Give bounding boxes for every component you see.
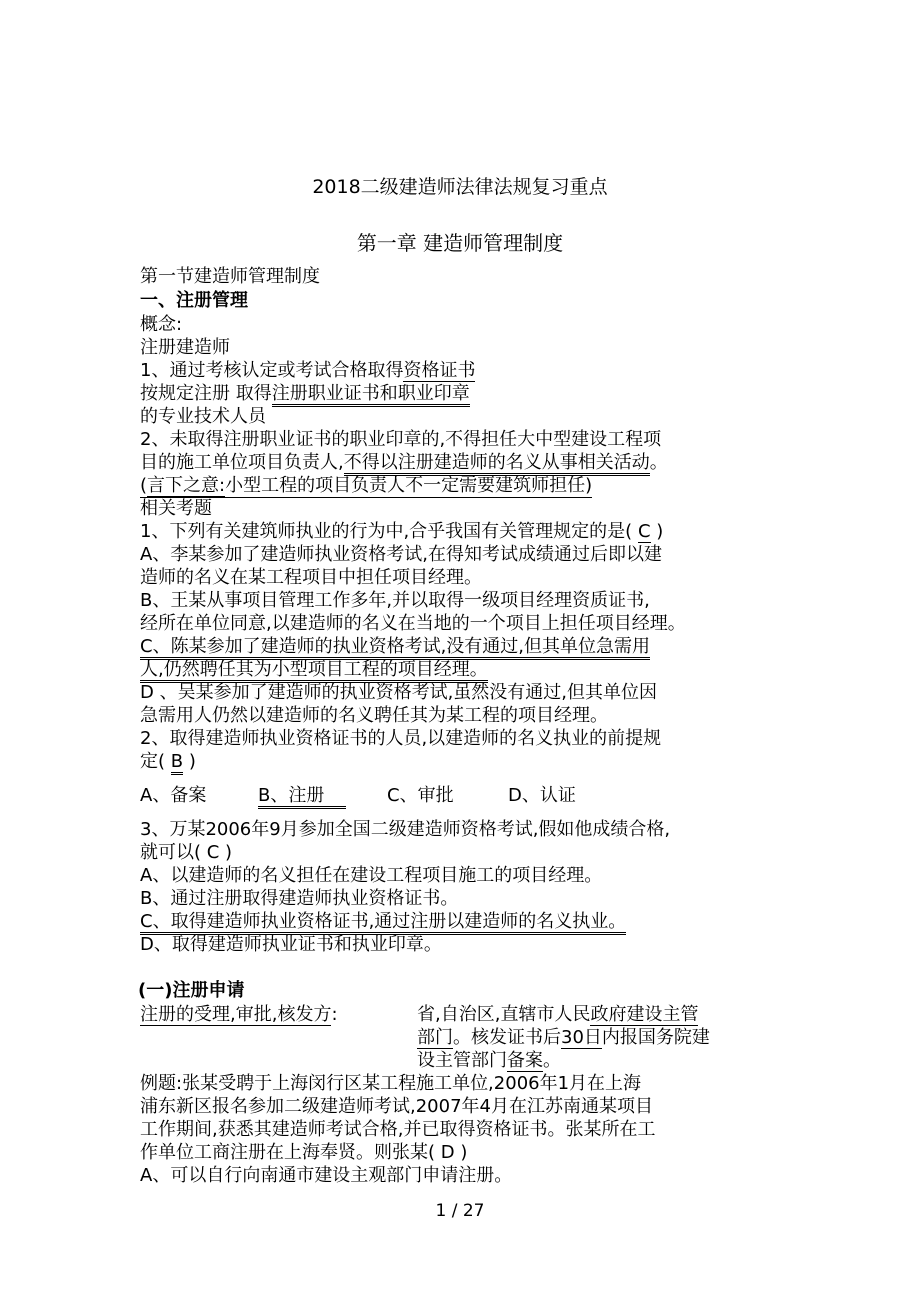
q2-option-a: A、备案 — [140, 785, 207, 806]
question-1: 1、下列有关建筑师执业的行为中,合乎我国有关管理规定的是( C ) — [140, 521, 664, 542]
q2-option-c: C、审批 — [387, 785, 454, 806]
example-option-a: A、可以自行向南通市建设主观部门申请注册。 — [140, 1165, 513, 1186]
chapter-title: 第一章 建造师管理制度 — [356, 231, 564, 255]
q1-option-d-line-1: D 、吴某参加了建造师的执业资格考试,虽然没有通过,但其单位因 — [140, 682, 658, 703]
question-3-line-2: 就可以( C ) — [140, 842, 233, 863]
questions-heading: 相关考题 — [140, 498, 212, 519]
page-number: 1 / 27 — [435, 1201, 485, 1221]
answer: B — [171, 751, 183, 775]
apply-heading: (一)注册申请 — [138, 980, 245, 1001]
apply-value-line-2: 部门。核发证书后30日内报国务院建 — [417, 1027, 710, 1048]
answer: C — [637, 521, 651, 542]
rule-line-1: 2、未取得注册职业证书的职业印章的,不得担任大中型建设工程项 — [140, 429, 662, 450]
q2-option-b: B、注册 — [258, 785, 366, 807]
question-3-line-1: 3、万某2006年9月参加全国二级建造师资格考试,假如他成绩合格, — [140, 819, 671, 840]
underlined-text: 注册职业证书和职业印章 — [272, 383, 470, 407]
document-title: 2018二级建造师法律法规复习重点 — [312, 176, 608, 198]
example-line-4: 作单位工商注册在上海奉贤。则张某( D ) — [140, 1142, 468, 1163]
q1-option-a-line-2: 造师的名义在某工程项目中担任项目经理。 — [140, 567, 482, 588]
subsection-heading: 一、注册管理 — [140, 290, 248, 311]
question-2-line-1: 2、取得建造师执业资格证书的人员,以建造师的名义执业的前提规 — [140, 728, 662, 749]
q3-option-c: C、取得建造师执业资格证书,通过注册以建造师的名义执业。 — [140, 911, 626, 933]
concept-label: 概念: — [140, 314, 183, 335]
example-line-2: 浦东新区报名参加二级建造师考试,2007年4月在江苏南通某项目 — [140, 1096, 653, 1117]
term-label: 注册建造师 — [140, 337, 230, 358]
q3-option-d: D、取得建造师执业证书和执业印章。 — [140, 934, 442, 955]
q1-option-a-line-1: A、李某参加了建造师执业资格考试,在得知考试成绩通过后即以建 — [140, 544, 663, 565]
underlined-text: 不得以注册建造师的名义从事相关活动 — [344, 452, 650, 476]
q1-option-c-line-1: C、陈某参加了建造师的执业资格考试,没有通过,但其单位急需用 — [140, 636, 650, 658]
q1-option-b-line-1: B、王某从事项目管理工作多年,并以取得一级项目经理资质证书, — [140, 590, 650, 611]
concept-line-1: 1、通过考核认定或考试合格取得资格证书 — [140, 360, 476, 381]
q1-option-c-line-2: 人,仍然聘任其为小型项目工程的项目经理。 — [140, 659, 488, 681]
q1-option-b-line-2: 经所在单位同意,以建造师的名义在当地的一个项目上担任项目经理。 — [140, 613, 686, 634]
concept-line-2: 按规定注册 取得注册职业证书和职业印章 — [140, 383, 470, 405]
question-2-line-2: 定( B ) — [140, 751, 196, 773]
apply-value-line-1: 省,自治区,直辖市人民政府建设主管 — [417, 1004, 699, 1025]
note-line: (言下之意:小型工程的项目负责人不一定需要建筑师担任) — [140, 475, 593, 496]
q3-option-b: B、通过注册取得建造师执业资格证书。 — [140, 888, 459, 909]
section-heading: 第一节建造师管理制度 — [140, 266, 320, 287]
example-line-1: 例题:张某受聘于上海闵行区某工程施工单位,2006年1月在上海 — [140, 1073, 642, 1094]
apply-label: 注册的受理,审批,核发方: — [140, 1004, 338, 1025]
apply-value-line-3: 设主管部门备案。 — [417, 1050, 561, 1071]
concept-line-3: 的专业技术人员 — [140, 406, 266, 427]
underlined-text: 资格证书 — [403, 360, 476, 381]
example-line-3: 工作期间,获悉其建造师考试合格,并已取得资格证书。张某所在工 — [140, 1119, 656, 1140]
q3-option-a: A、以建造师的名义担任在建设工程项目施工的项目经理。 — [140, 865, 603, 886]
rule-line-2: 目的施工单位项目负责人,不得以注册建造师的名义从事相关活动。 — [140, 452, 668, 474]
q1-option-d-line-2: 急需用人仍然以建造师的名义聘任其为某工程的项目经理。 — [140, 705, 608, 726]
q2-option-d: D、认证 — [508, 785, 576, 806]
